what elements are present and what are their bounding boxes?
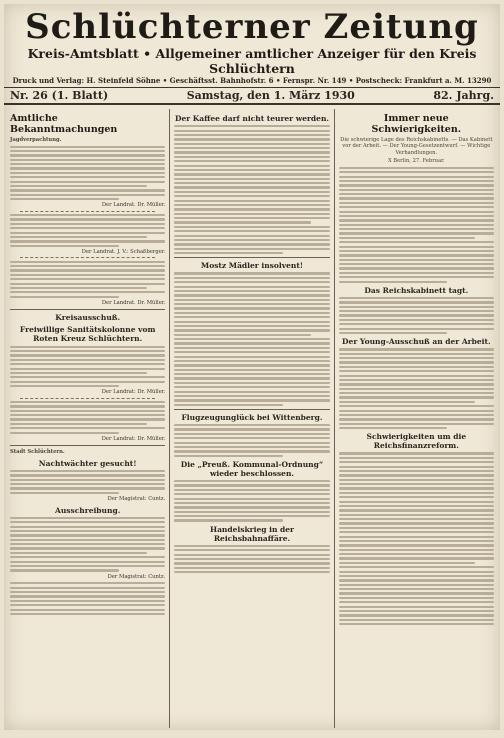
dateline: X Berlin, 27. Februar. bbox=[387, 158, 445, 165]
notice-signature: Der Landrat. Dr. Müller. bbox=[101, 300, 166, 307]
masthead-imprint: Druck und Verlag: H. Steinfeld Söhne • Geschäftsst. Bahnhofstr. 6 • Fernspr. Nr. 149 • Postscheck: Frankfurt a. M. 13290 bbox=[4, 76, 500, 88]
article-text bbox=[174, 545, 329, 573]
article-text bbox=[174, 480, 329, 522]
finance-reform-heading: Schwierigkeiten um die Reichsfinanzreform. bbox=[366, 432, 467, 451]
city-section-heading: Stadt Schlüchtern. bbox=[10, 449, 65, 456]
municipal-order-heading: Die „Preuß. Kommunal-Ordnung“ wieder beschlossen. bbox=[180, 459, 324, 478]
official-notices-heading: Amtliche Bekanntmachungen bbox=[10, 113, 118, 135]
column-politics bbox=[335, 109, 498, 728]
notice-signature: Der Landrat. Dr. Müller. bbox=[101, 202, 166, 209]
notice-text bbox=[10, 346, 165, 388]
notice-text bbox=[10, 146, 165, 201]
cabinet-meets-heading: Das Reichskabinett tagt. bbox=[364, 285, 469, 295]
railway-affair-heading: Handelskrieg in der Reichsbahnaffäre. bbox=[209, 524, 294, 543]
young-committee-heading: Der Young-Ausschuß an der Arbeit. bbox=[342, 337, 491, 347]
columns bbox=[6, 109, 498, 728]
coffee-heading: Der Kaffee darf nicht teurer werden. bbox=[174, 114, 330, 123]
article-text bbox=[339, 348, 494, 429]
article-text bbox=[339, 167, 494, 283]
notice-text bbox=[10, 470, 165, 494]
article-text bbox=[174, 125, 329, 254]
district-committee-heading: Kreisausschuß. bbox=[55, 313, 121, 323]
article-text bbox=[339, 297, 494, 334]
issue-year: 82. Jahrg. bbox=[433, 89, 494, 102]
notice-signature: Der Landrat: Dr. Müller. bbox=[101, 389, 166, 396]
red-cross-heading: Freiwillige Sanitätskolonne vom Roten Kreuz Schlüchtern. bbox=[19, 325, 156, 344]
notice-text bbox=[10, 261, 165, 298]
notice-text bbox=[10, 582, 165, 615]
issue-bar bbox=[4, 88, 500, 105]
notice-text bbox=[10, 401, 165, 434]
article-text bbox=[339, 452, 494, 625]
masthead-subtitle: Kreis-Amtsblatt • Allgemeiner amtlicher Anzeiger für den Kreis Schlüchtern bbox=[27, 46, 477, 76]
article-text bbox=[174, 272, 329, 405]
notice-signature: Der Landrat. J. V.: Schaßberger. bbox=[81, 249, 166, 256]
notice-signature: Der Landrat: Dr. Müller. bbox=[101, 435, 166, 442]
column-news bbox=[170, 109, 334, 728]
issue-number: Nr. 26 (1. Blatt) bbox=[10, 89, 109, 102]
maedler-heading: Mostz Mädler insolvent! bbox=[200, 261, 304, 271]
difficulties-subheading: Die schwierige Lage des Reichskabinetts. — Das Kabinett vor der Arbeit. — Der Young-Gesetzentwurf. — Wichtige Verhandlungen. bbox=[340, 137, 493, 156]
newspaper-page bbox=[4, 4, 500, 730]
difficulties-heading: Immer neue Schwierigkeiten. bbox=[371, 113, 462, 135]
column-official-notices bbox=[6, 109, 170, 728]
plane-crash-heading: Flugzeugunglück bei Wittenberg. bbox=[181, 412, 323, 422]
tender-heading: Ausschreibung. bbox=[55, 505, 121, 515]
issue-part: (1. Blatt) bbox=[51, 89, 109, 102]
article-text bbox=[174, 424, 329, 457]
issue-date: Samstag, den 1. März 1930 bbox=[186, 89, 355, 102]
notice-signature: Der Magistrat: Cuntz. bbox=[107, 496, 166, 503]
hunting-lease-subheading: Jagdverpachtung. bbox=[10, 137, 62, 143]
notice-text bbox=[10, 517, 165, 572]
night-watchman-heading: Nachtwächter gesucht! bbox=[38, 458, 137, 468]
masthead-title: Schlüchterner Zeitung bbox=[25, 7, 479, 47]
notice-signature: Der Magistrat: Cuntz. bbox=[107, 573, 166, 580]
notice-text bbox=[10, 214, 165, 247]
